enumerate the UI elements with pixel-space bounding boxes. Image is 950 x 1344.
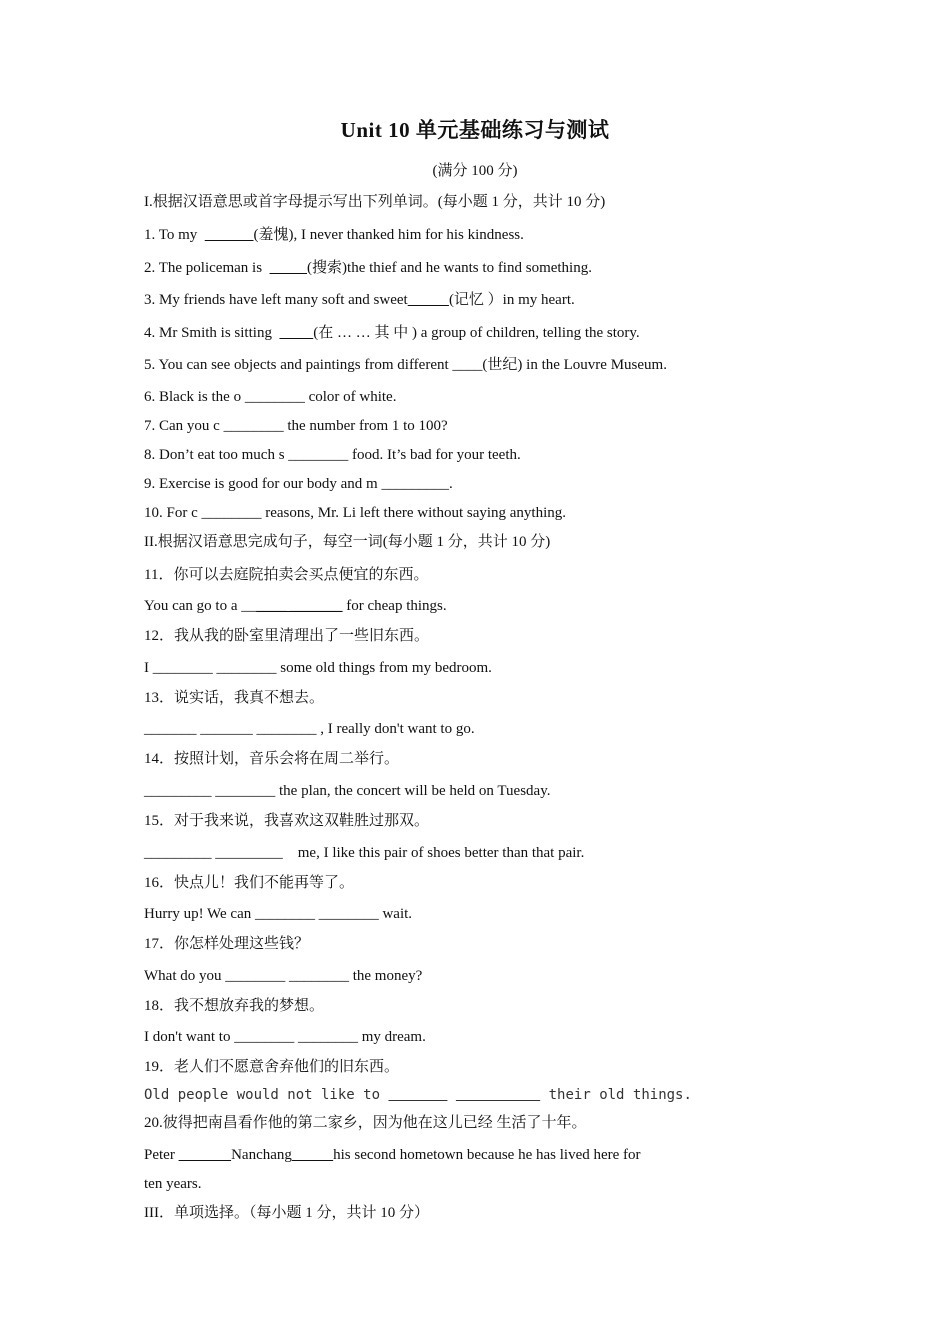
question-12-english: I ________ ________ some old things from my bedroom. — [144, 660, 492, 676]
section-3-heading: III．单项选择。（每小题 1 分，共计 10 分） — [144, 1205, 429, 1221]
question-19-chinese: 19．老人们不愿意舍弃他们的旧东西。 — [144, 1059, 400, 1075]
question-13-english: _______ _______ ________ , I really don't want to go. — [144, 721, 475, 737]
answer-blank[interactable] — [270, 260, 308, 276]
question-13-chinese: 13．说实话，我真不想去。 — [144, 690, 325, 706]
page-title: Unit 10 单元基础练习与测试 — [340, 118, 610, 142]
answer-blank[interactable] — [292, 1147, 333, 1163]
question-11-chinese: 11．你可以去庭院拍卖会买点便宜的东西。 — [144, 567, 429, 583]
answer-blank[interactable] — [179, 1147, 232, 1163]
question-20-english: Peter Nanchang his second hometown because he has lived here for — [144, 1147, 641, 1163]
question-3: 3. My friends have left many soft and sweet (记忆 ）in my heart. — [144, 292, 575, 308]
answer-blank[interactable] — [388, 1087, 447, 1103]
question-16-english: Hurry up! We can ________ ________ wait. — [144, 906, 413, 922]
question-15-english: _________ _________ me, I like this pair of shoes better than that pair. — [144, 845, 585, 861]
section-2-heading: II.根据汉语意思完成句子，每空一词(每小题 1 分，共计 10 分) — [144, 534, 551, 550]
question-14-chinese: 14．按照计划，音乐会将在周二举行。 — [144, 751, 400, 767]
question-10: 10. For c ________ reasons, Mr. Li left there without saying anything. — [144, 505, 567, 521]
question-19-english: Old people would not like to their old things. — [144, 1087, 692, 1103]
question-17-chinese: 17．你怎样处理这些钱？ — [144, 936, 310, 952]
answer-blank[interactable] — [205, 227, 254, 243]
question-1: 1. To my (羞愧), I never thanked him for his kindness. — [144, 227, 524, 243]
section-1-heading: I.根据汉语意思或首字母提示写出下列单词。(每小题 1 分，共计 10 分) — [144, 194, 606, 210]
question-12-chinese: 12．我从我的卧室里清理出了一些旧东西。 — [144, 628, 430, 644]
question-9: 9. Exercise is good for our body and m _________. — [144, 476, 453, 492]
answer-blank[interactable] — [456, 1087, 540, 1103]
question-17-english: What do you ________ ________ the money? — [144, 968, 423, 984]
question-14-english: _________ ________ the plan, the concert will be held on Tuesday. — [144, 783, 551, 799]
question-5: 5. You can see objects and paintings from different ____(世纪) in the Louvre Museum. — [144, 357, 667, 373]
question-2: 2. The policeman is (搜索)the thief and he wants to find something. — [144, 260, 592, 276]
question-20-english-continued: ten years. — [144, 1176, 202, 1192]
question-8: 8. Don’t eat too much s ________ food. It’s bad for your teeth. — [144, 447, 521, 463]
question-15-chinese: 15．对于我来说，我喜欢这双鞋胜过那双。 — [144, 813, 430, 829]
answer-blank[interactable] — [279, 325, 313, 341]
question-18-english: I don't want to ________ ________ my dream. — [144, 1029, 426, 1045]
answer-blank[interactable]: ____ _______ — [256, 598, 343, 614]
question-4: 4. Mr Smith is sitting (在 … … 其 中 ) a group of children, telling the story. — [144, 325, 640, 341]
question-20-chinese: 20.彼得把南昌看作他的第二家乡，因为他在这儿已经 生活了十年。 — [144, 1115, 587, 1131]
question-7: 7. Can you c ________ the number from 1 to 100? — [144, 418, 448, 434]
question-11-english: You can go to a ______ _______ for cheap things. — [144, 598, 447, 614]
page-subtitle: (满分 100 分) — [432, 163, 518, 179]
question-6: 6. Black is the o ________ color of white. — [144, 389, 397, 405]
answer-blank[interactable] — [408, 292, 449, 308]
question-16-chinese: 16．快点儿！我们不能再等了。 — [144, 875, 355, 891]
question-18-chinese: 18．我不想放弃我的梦想。 — [144, 998, 325, 1014]
